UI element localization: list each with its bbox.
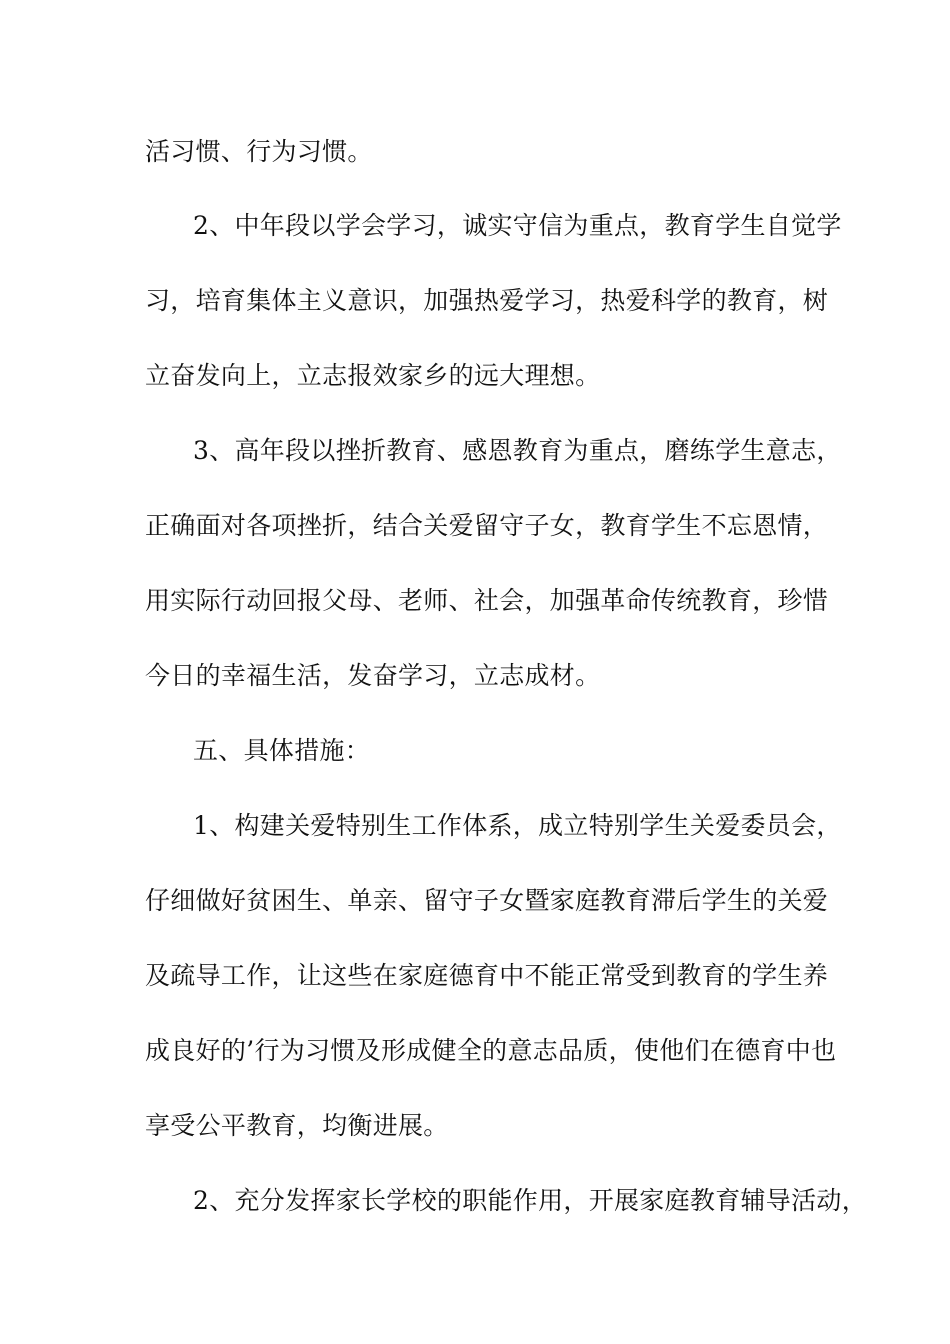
text-line: 习，培育集体主义意识，加强热爱学习，热爱科学的教育，树 bbox=[145, 286, 829, 315]
section-heading: 五、具体措施： bbox=[193, 736, 371, 765]
text-line: 活习惯、行为习惯。 bbox=[145, 137, 373, 166]
text-line: 用实际行动回报父母、老师、社会，加强革命传统教育，珍惜 bbox=[145, 586, 829, 615]
paragraph-start-line: 2、中年段以学会学习，诚实守信为重点，教育学生自觉学 bbox=[193, 211, 842, 240]
text-line: 今日的幸福生活，发奋学习，立志成材。 bbox=[145, 661, 601, 690]
paragraph-start-line: 3、高年段以挫折教育、感恩教育为重点，磨练学生意志， bbox=[193, 436, 842, 465]
text-line: 仔细做好贫困生、单亲、留守子女暨家庭教育滞后学生的关爱 bbox=[145, 886, 829, 915]
text-line: 立奋发向上，立志报效家乡的远大理想。 bbox=[145, 361, 601, 390]
text-line: 及疏导工作，让这些在家庭德育中不能正常受到教育的学生养 bbox=[145, 961, 829, 990]
text-line: 享受公平教育，均衡进展。 bbox=[145, 1111, 449, 1140]
text-line: 成良好的’行为习惯及形成健全的意志品质，使他们在德育中也 bbox=[145, 1036, 837, 1065]
paragraph-start-line: 2、充分发挥家长学校的职能作用，开展家庭教育辅导活动， bbox=[193, 1186, 868, 1215]
paragraph-start-line: 1、构建关爱特别生工作体系，成立特别学生关爱委员会， bbox=[193, 811, 842, 840]
text-line: 正确面对各项挫折，结合关爱留守子女，教育学生不忘恩情， bbox=[145, 511, 829, 540]
